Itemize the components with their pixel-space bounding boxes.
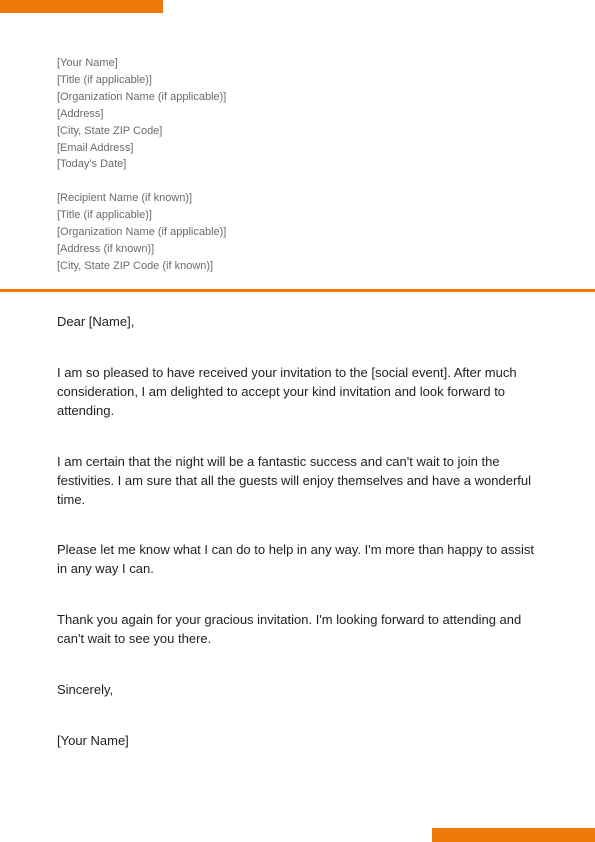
paragraph-text: I am so pleased to have received your invitation to the [social event]. After much consideration, I am delighted to accept your kind invitation and look forward to attending. — [57, 365, 517, 418]
signature-name: [Your Name] — [57, 733, 129, 748]
letter-salutation — [57, 313, 542, 332]
recipient-address: [Address (if known)] — [57, 242, 155, 255]
letter-date: [Today's Date] — [57, 158, 127, 171]
paragraph-text: Please let me know what I can do to help in any way. I'm more than happy to assist in any way I can. — [57, 542, 534, 576]
sender-organization: [Organization Name (if applicable)] — [57, 90, 227, 103]
sender-address: [Address] — [57, 107, 104, 120]
section-divider — [0, 289, 595, 292]
top-accent-bar — [0, 0, 163, 13]
letter-closing — [57, 681, 542, 700]
paragraph-text: Thank you again for your gracious invitation. I'm looking forward to attending and can't wait to see you there. — [57, 612, 522, 646]
sender-city-state-zip: [City, State ZIP Code] — [57, 124, 163, 137]
sender-email: [Email Address] — [57, 141, 134, 154]
recipient-organization: [Organization Name (if applicable)] — [57, 225, 227, 238]
salutation-text: Dear [Name], — [57, 314, 135, 329]
closing-text: Sincerely, — [57, 682, 114, 697]
recipient-address-block — [57, 190, 557, 275]
letter-paragraph-4 — [57, 611, 542, 649]
letter-paragraph-2 — [57, 453, 542, 509]
paragraph-text: I am certain that the night will be a fantastic success and can't wait to join the festivities. I am sure that all the guests will enjoy themselves and have a wonderful time. — [57, 454, 532, 507]
sender-title: [Title (if applicable)] — [57, 73, 152, 86]
recipient-name: [Recipient Name (if known)] — [57, 192, 193, 204]
letter-paragraph-1 — [57, 364, 542, 420]
recipient-city-state-zip: [City, State ZIP Code (if known)] — [57, 259, 214, 272]
bottom-accent-bar — [432, 828, 595, 842]
sender-name: [Your Name] — [57, 57, 118, 69]
letter-paragraph-3 — [57, 541, 542, 579]
letter-signature — [57, 732, 542, 751]
sender-address-block — [57, 55, 557, 173]
recipient-title: [Title (if applicable)] — [57, 208, 152, 221]
